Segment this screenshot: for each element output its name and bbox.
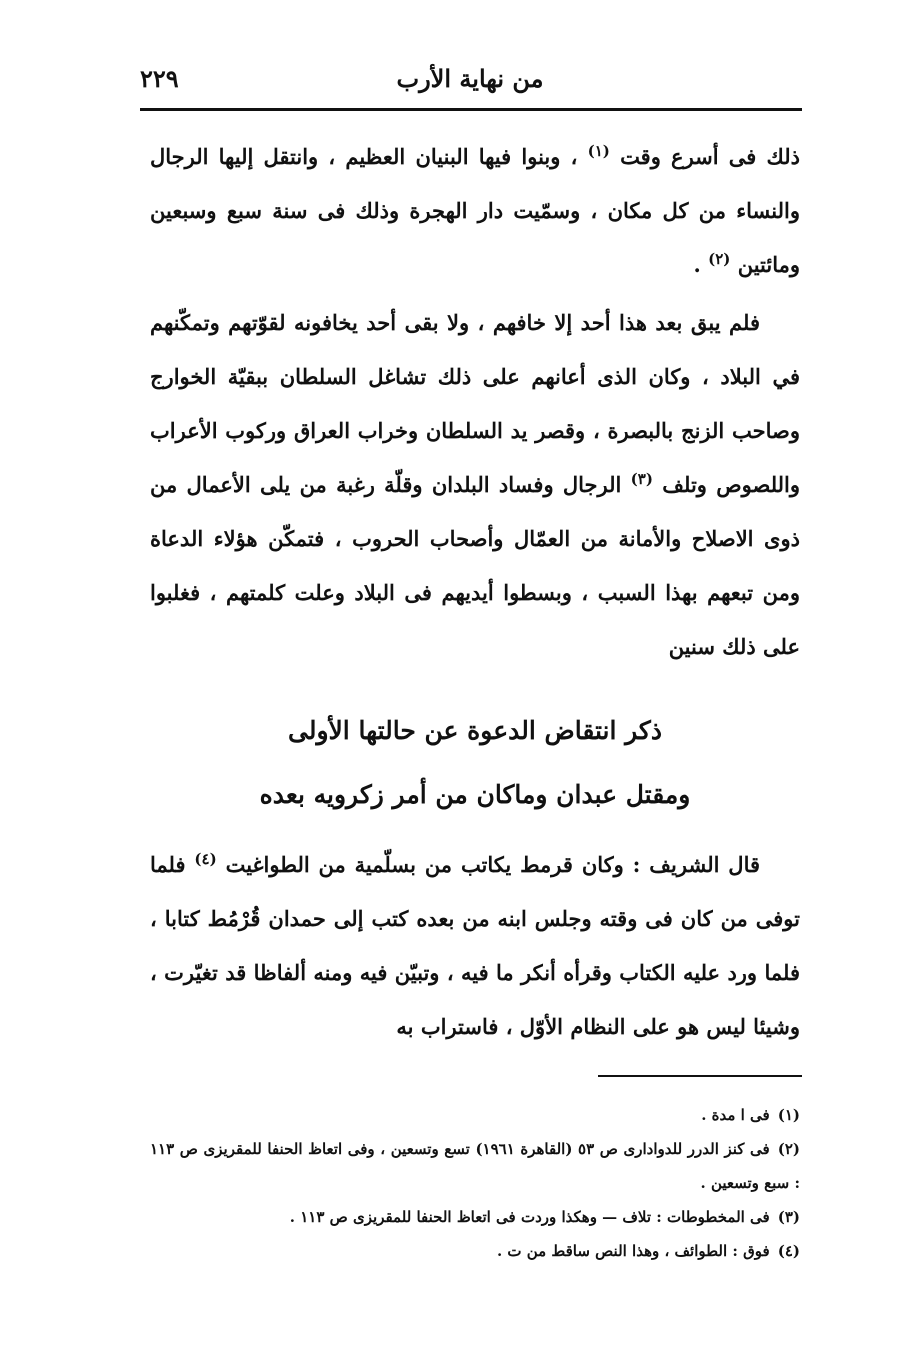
footnote-ref-3[interactable]: (٣) [630, 470, 653, 488]
paragraph-2-text-a: فلم يبق بعد هذا أحد إلا خافهم ، ولا بقى أحد يخافونه لقوّتهم وتمكّنهم في البلاد ، وكان الذى أعانهم على ذلك تشاغل السلطان ببقيّة الخوارج وصاحب الزنج بالبصرة ، وقصر يد السلطان وخراب العراق وركوب الأعراب واللصوص وتلف [150, 310, 801, 497]
footnotes-list [150, 1098, 800, 1268]
paragraph-1-text-a: ذلك فى أسرع وقت [620, 144, 800, 169]
footnote-1-number: (١) [777, 1106, 800, 1124]
footnote-2-text: فى كنز الدرر للدوادارى ص ٥٣ (القاهرة ١٩٦١) تسع وتسعين ، وفى اتعاظ الحنفا للمقريزى ص ١١٣ : سبع وتسعين . [150, 1140, 800, 1192]
footnote-ref-2[interactable]: (٢) [708, 250, 731, 268]
paragraph-1-text-b: ، وبنوا فيها البنيان العظيم ، وانتقل إليها الرجال والنساء من كل مكان ، وسمّيت دار الهجرة وذلك فى سنة سبع وسبعين ومائتين [150, 144, 800, 277]
paragraph-3 [150, 838, 800, 1054]
footnote-2-number: (٢) [777, 1140, 800, 1158]
paragraph-3-text-b: فلما توفى من كان فى وقته وجلس ابنه من بعده كتب إلى حمدان قُرْمُط كتابا ، فلما ورد عليه الكتاب وقرأه أنكر ما فيه ، وتبيّن فيه ومنه ألفاظا قد تغيّرت ، وشيئا ليس هو على النظام الأوّل ، فاستراب به [150, 852, 800, 1039]
footnote-ref-1[interactable]: (١) [587, 142, 610, 160]
section-heading-line-1: ذكر انتقاض الدعوة عن حالتها الأولى [288, 716, 662, 745]
footnote-3-number: (٣) [777, 1208, 800, 1226]
header-rule [140, 108, 802, 111]
footnote-3-text: فى المخطوطات : تلاف — وهكذا وردت فى اتعاظ الحنفا للمقريزى ص ١١٣ . [289, 1208, 770, 1226]
footnote-2 [150, 1132, 800, 1200]
section-heading-line-2: ومقتل عبدان وماكان من أمر زكرويه بعده [259, 780, 691, 809]
header-title: من نهاية الأرب [396, 64, 544, 93]
paragraph-3-text-a: قال الشريف : وكان قرمط يكاتب من بسلّمية من الطواغيت [225, 852, 761, 877]
paragraph-1-text-c: . [693, 252, 701, 277]
paragraph-2 [150, 296, 800, 674]
footnote-4-number: (٤) [777, 1242, 800, 1260]
footnote-1-text: فى ا مدة . [701, 1106, 770, 1124]
footnote-separator [598, 1075, 802, 1077]
page-number: ٢٢٩ [140, 64, 179, 93]
footnote-ref-4[interactable]: (٤) [194, 850, 217, 868]
footnote-4 [150, 1234, 800, 1268]
footnote-1 [150, 1098, 800, 1132]
footnote-3 [150, 1200, 800, 1234]
paragraph-1 [150, 130, 800, 292]
running-header [140, 60, 800, 100]
paragraph-2-text-b: الرجال وفساد البلدان وقلّة رغبة من يلى الأعمال من ذوى الاصلاح والأمانة من العمّال وأصحاب الحروب ، فتمكّن هؤلاء الدعاة ومن تبعهم بهذا السبب ، وبسطوا أيديهم فى البلاد وعلت كلمتهم ، فغلبوا على ذلك سنين [150, 472, 800, 659]
footnote-4-text: فوق : الطوائف ، وهذا النص ساقط من ت . [496, 1242, 770, 1260]
